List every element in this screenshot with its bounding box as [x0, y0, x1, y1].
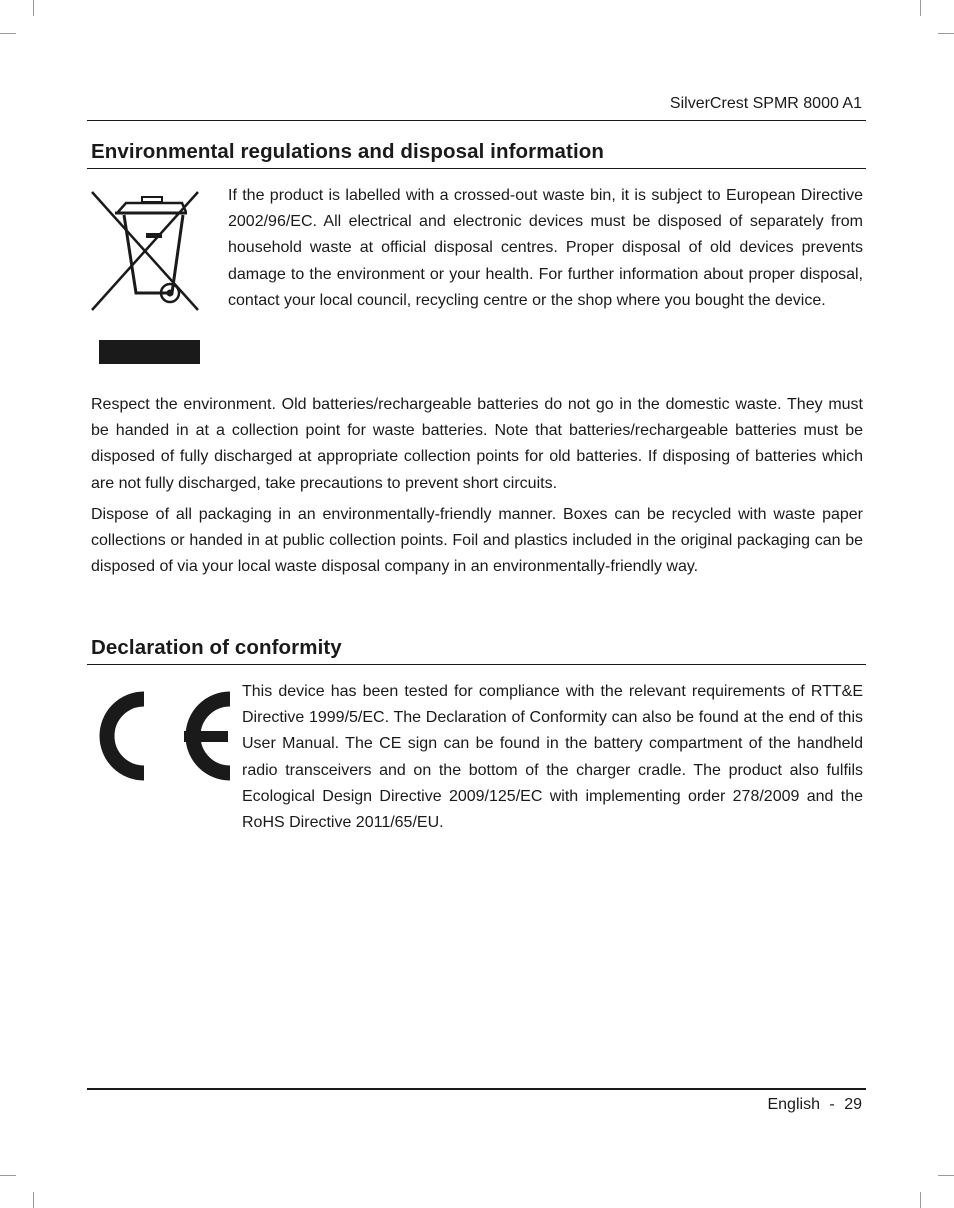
crop-mark [33, 1192, 34, 1208]
footer-separator: - [829, 1096, 835, 1113]
page-footer [88, 1095, 866, 1115]
paragraph-weee: If the product is labelled with a crossed-out waste bin, it is subject to European Directive 2002/96/EC. All electrical and electronic devices must be disposed of separately from household waste at official disposal centres. Proper disposal of old devices prevents damage to the environment or your health. For further information about proper disposal, contact your local council, recycling centre or the shop where you bought the device. [228, 187, 863, 309]
section-title-environment: Environmental regulations and disposal information [91, 140, 605, 163]
product-name: SilverCrest SPMR 8000 A1 [669, 95, 862, 112]
ce-mark-icon [88, 686, 232, 786]
crop-mark [0, 33, 16, 34]
crop-mark [33, 0, 34, 16]
section-title-conformity: Declaration of conformity [91, 636, 342, 659]
section-rule [87, 664, 866, 665]
footer-rule [87, 1088, 866, 1090]
paragraph-conformity: This device has been tested for compliance with the relevant requirements of RTT&E Directive 1999/5/EC. The Declaration of Conformity can also be found at the end of this User Manual. The CE sign can be found in the battery compartment of the handheld radio transceivers and on the bottom of the charger cradle. The product also fulfils Ecological Design Directive 2009/125/EC with implementing order 278/2009 and the RoHS Directive 2011/65/EU. [242, 683, 863, 832]
page-number: 29 [844, 1096, 862, 1113]
crop-mark [938, 1175, 954, 1176]
footer-language: English [767, 1096, 820, 1113]
crop-mark [938, 33, 954, 34]
header-rule [87, 120, 866, 121]
section-rule [87, 168, 866, 169]
paragraph-packaging: Dispose of all packaging in an environmentally-friendly manner. Boxes can be recycled with waste paper collections or handed in at public collection points. Foil and plastics included in the original packaging can be disposed of via your local waste disposal company in an environmentally-friendly way. [91, 506, 863, 576]
crossed-out-wheelie-bin-icon [88, 188, 202, 366]
paragraph-batteries: Respect the environment. Old batteries/rechargeable batteries do not go in the domestic waste. They must be handed in at a collection point for waste batteries. Note that batteries/rechargeable batteries must be disposed of fully discharged at appropriate collection points for old batteries. If disposing of batteries which are not fully discharged, take precautions to prevent short circuits. [91, 396, 863, 492]
crop-mark [920, 0, 921, 16]
crop-mark [920, 1192, 921, 1208]
running-header [88, 94, 866, 114]
crop-mark [0, 1175, 16, 1176]
